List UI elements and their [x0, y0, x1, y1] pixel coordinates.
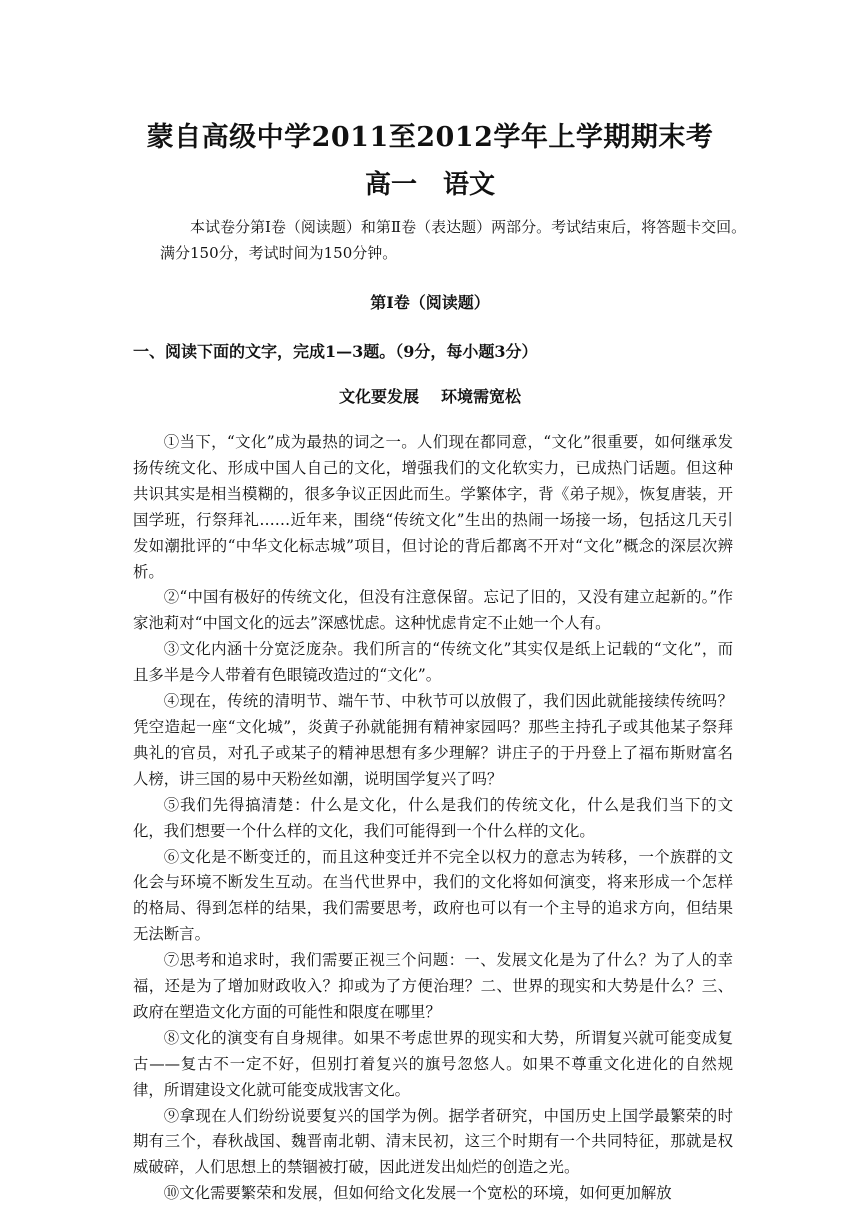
exam-instructions: 本试卷分第Ⅰ卷（阅读题）和第Ⅱ卷（表达题）两部分。考试结束后，将答题卡交回。满分150分，考试时间为150分钟。	[160, 218, 747, 262]
exam-title: 蒙自高级中学2011至2012学年上学期期末考	[146, 122, 714, 153]
article-paragraph: ⑧文化的演变有自身规律。如果不考虑世界的现实和大势，所谓复兴就可能变成复古——复古不一定不好，但别打着复兴的旗号忽悠人。如果不尊重文化进化的自然规律，所谓建设文化就可能变成戕害文化。	[133, 1028, 733, 1099]
article-paragraph: ④现在，传统的清明节、端午节、中秋节可以放假了，我们因此就能接续传统吗？凭空造起一座“文化城”，炎黄子孙就能拥有精神家园吗？那些主持孔子或其他某子祭拜典礼的官员，对孔子或某子的精神思想有多少理解？讲庄子的于丹登上了福布斯财富名人榜，讲三国的易中天粉丝如潮，说明国学复兴了吗？	[133, 692, 733, 788]
part-one-heading: 第Ⅰ卷（阅读题）	[370, 293, 490, 312]
article-paragraph: ②“中国有极好的传统文化，但没有注意保留。忘记了旧的，又没有建立起新的。”作家池莉对“中国文化的远去”深感忧虑。这种忧虑肯定不止她一个人有。	[133, 588, 733, 633]
article-paragraph: ①当下，“文化”成为最热的词之一。人们现在都同意，“文化”很重要，如何继承发扬传统文化、形成中国人自己的文化，增强我们的文化软实力，已成热门话题。但这种共识其实是相当模糊的，很多争议正因此而生。学繁体字，背《弟子规》，恢复唐装，开国学班，行祭拜礼……近年来，围绕“传统文化”生出的热闹一场接一场，包括这几天引发如潮批评的“中华文化标志城”项目，但讨论的背后都离不开对“文化”概念的深层次辨析。	[133, 433, 733, 581]
article-paragraph: ③文化内涵十分宽泛庞杂。我们所言的“传统文化”其实仅是纸上记载的“文化”，而且多半是今人带着有色眼镜改造过的“文化”。	[133, 640, 733, 685]
article-paragraph: ⑦思考和追求时，我们需要正视三个问题：一、发展文化是为了什么？为了人的幸福，还是为了增加财政收入？抑或为了方便治理？二、世界的现实和大势是什么？三、政府在塑造文化方面的可能性和限度在哪里？	[133, 951, 733, 1021]
article-title	[0, 384, 860, 410]
article-paragraph: ⑥文化是不断变迁的，而且这种变迁并不完全以权力的意志为转移，一个族群的文化会与环境不断发生互动。在当代世界中，我们的文化将如何演变，将来形成一个怎样的格局、得到怎样的结果，我们需要思考，政府也可以有一个主导的追求方向，但结果无法断言。	[133, 847, 733, 944]
article-title-left: 文化要发展	[338, 387, 419, 406]
article-title-right: 环境需宽松	[441, 387, 522, 406]
article-paragraph: ⑨拿现在人们纷纷说要复兴的国学为例。据学者研究，中国历史上国学最繁荣的时期有三个，春秋战国、魏晋南北朝、清末民初，这三个时期有一个共同特征，那就是权威破碎，人们思想上的禁锢被打破，因此迸发出灿烂的创造之光。	[133, 1106, 733, 1177]
section-one-heading: 一、阅读下面的文字，完成1—3题。（9分，每小题3分）	[133, 342, 538, 361]
article-paragraph: ⑤我们先得搞清楚：什么是文化，什么是我们的传统文化，什么是我们当下的文化，我们想要一个什么样的文化，我们可能得到一个什么样的文化。	[133, 795, 733, 840]
article-body	[133, 430, 733, 1207]
article-paragraph: ⑩文化需要繁荣和发展，但如何给文化发展一个宽松的环境，如何更加解放	[163, 1184, 672, 1203]
exam-subject: 高一 语文	[364, 170, 495, 200]
